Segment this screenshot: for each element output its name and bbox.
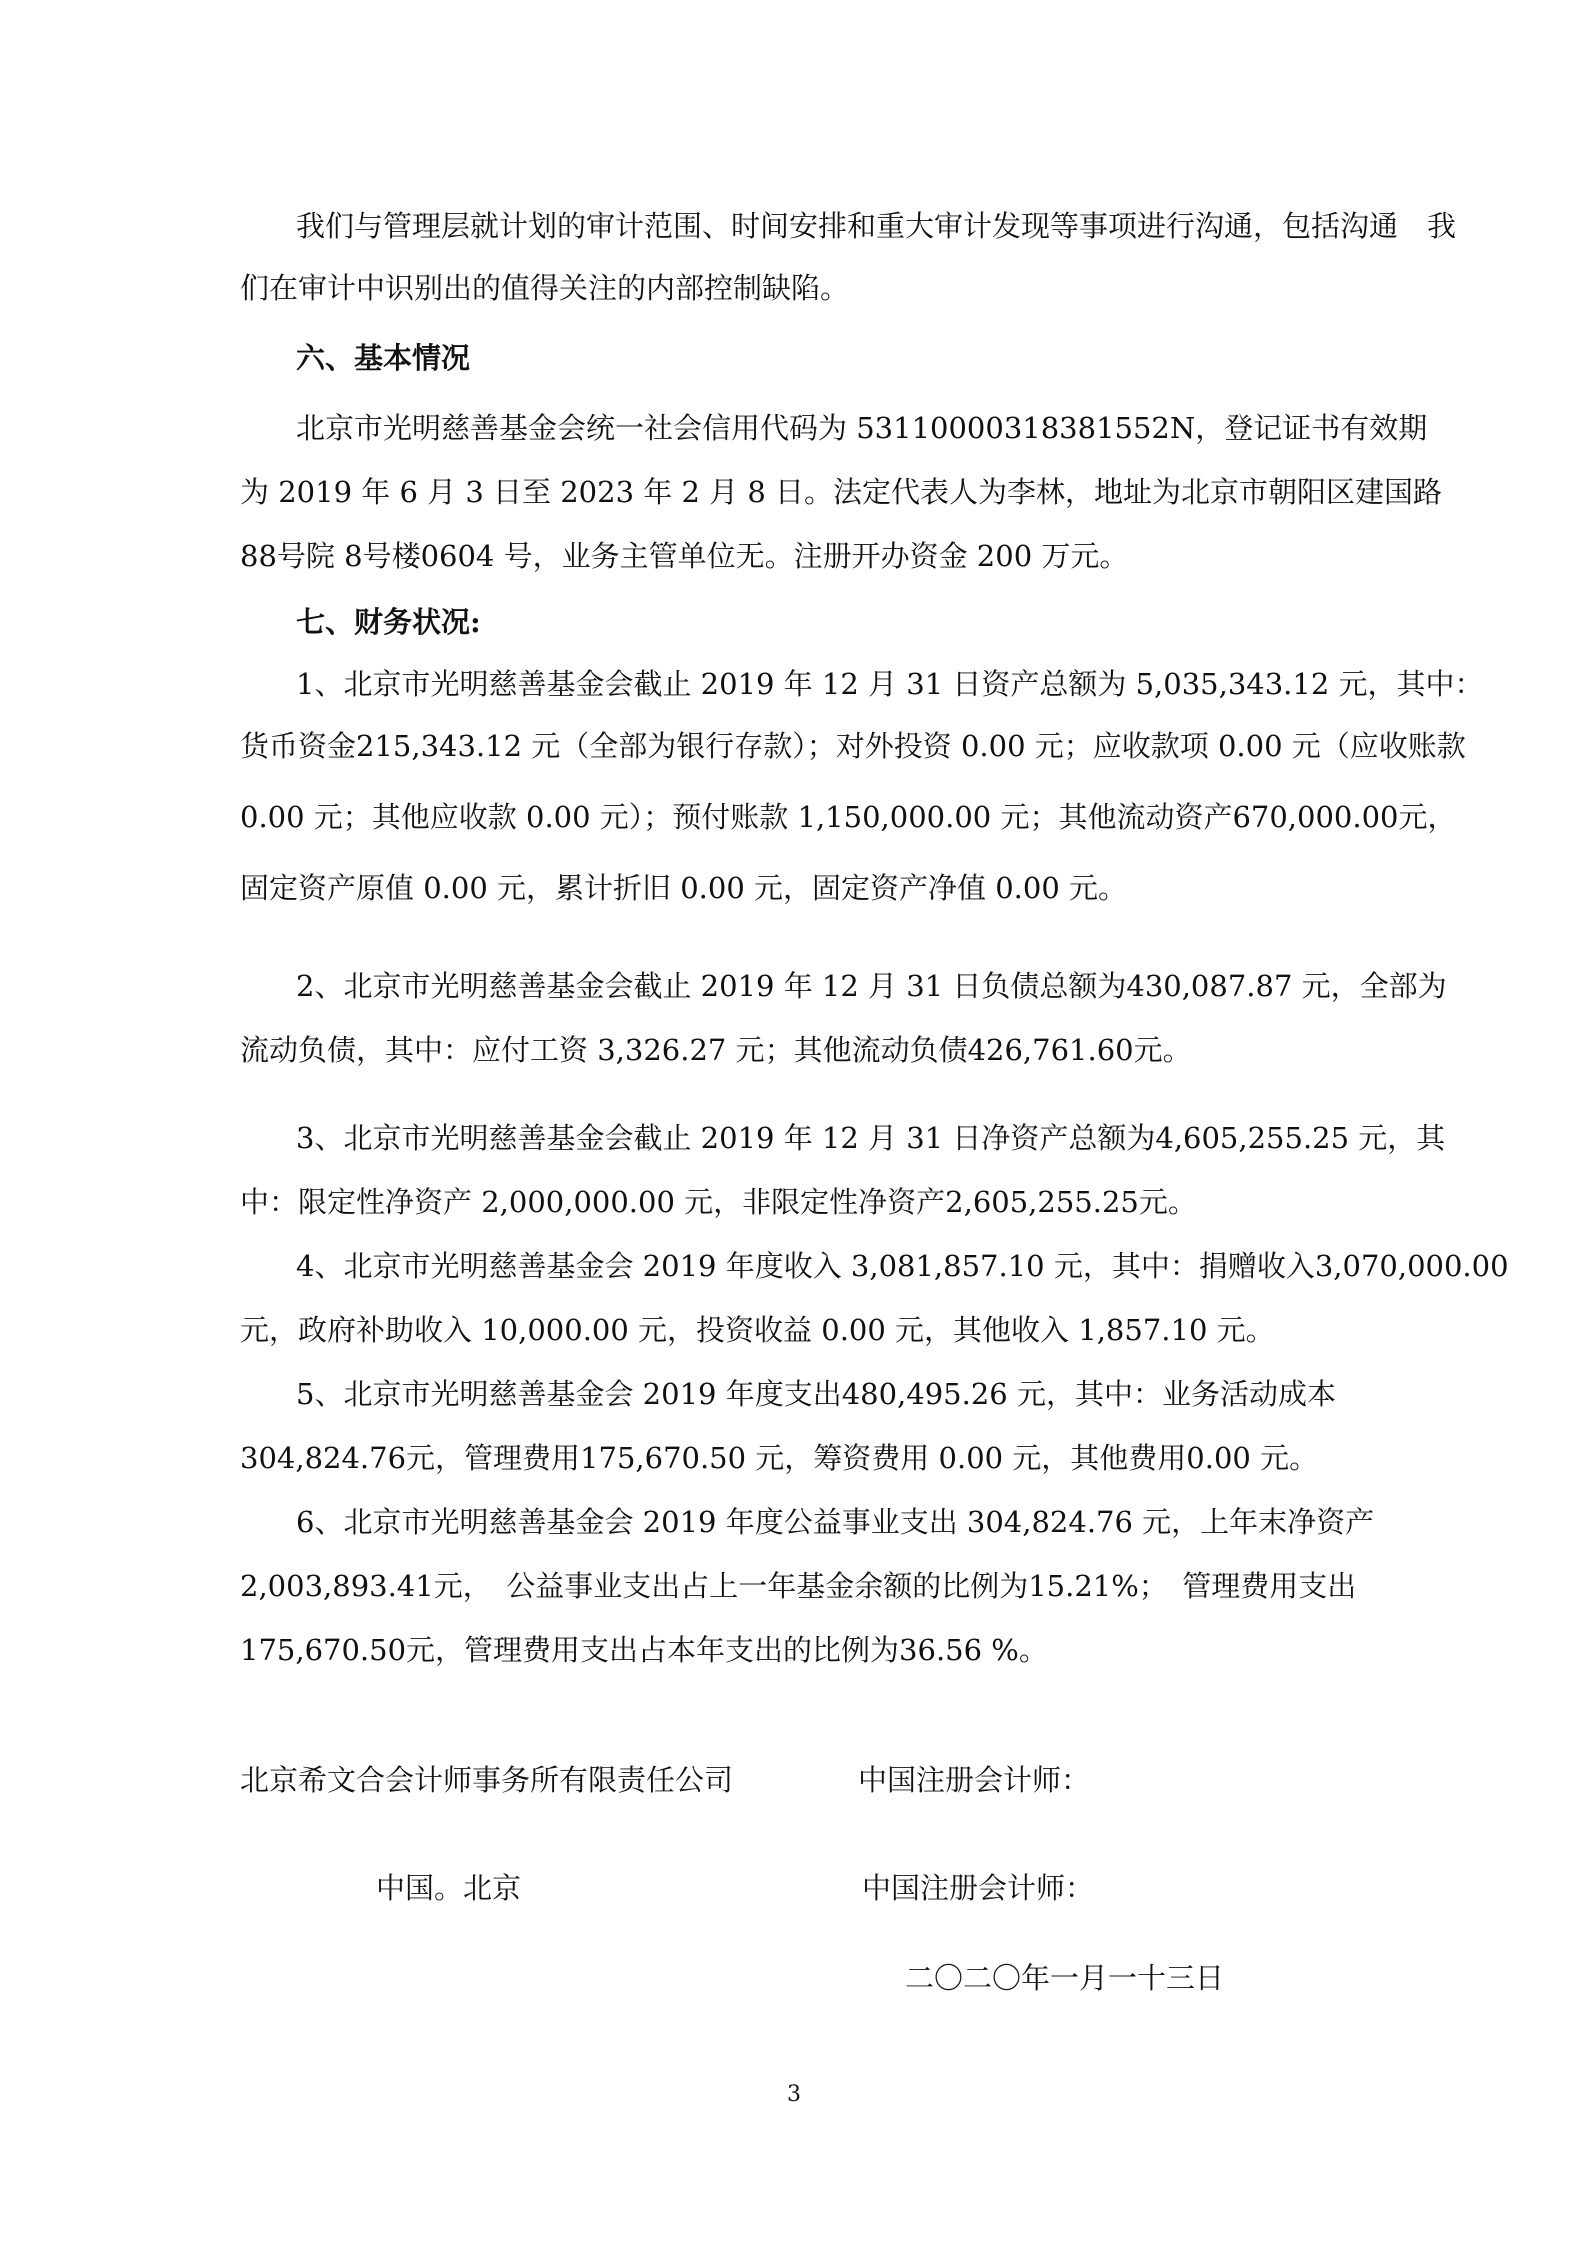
signature-date: 二〇二〇年一月一十三日 [905, 1961, 1225, 1995]
item-4-line-1: 4、北京市光明慈善基金会 2019 年度收入 3,081,857.10 元，其中：捐赠收入3,070,000.00 [296, 1249, 1509, 1283]
item-6-line-3: 175,670.50元，管理费用支出占本年支出的比例为36.56 %。 [240, 1633, 1048, 1667]
section-6-line-2: 为 2019 年 6 月 3 日至 2023 年 2 月 8 日。法定代表人为李林，地址为北京市朝阳区建国路 [240, 475, 1443, 509]
item-6-line-1: 6、北京市光明慈善基金会 2019 年度公益事业支出 304,824.76 元，上年末净资产 [296, 1505, 1375, 1539]
item-3-line-1: 3、北京市光明慈善基金会截止 2019 年 12 月 31 日净资产总额为4,605,255.25 元，其 [296, 1121, 1446, 1155]
item-6-line-2: 2,003,893.41元， 公益事业支出占上一年基金余额的比例为15.21%； 管理费用支出 [240, 1569, 1357, 1603]
item-3-line-2: 中：限定性净资产 2,000,000.00 元，非限定性净资产2,605,255.25元。 [240, 1185, 1197, 1219]
intro-line-1: 我们与管理层就计划的审计范围、时间安排和重大审计发现等事项进行沟通，包括沟通 我 [296, 209, 1457, 243]
signature-cpa-1: 中国注册会计师： [858, 1763, 1091, 1797]
item-4-line-2: 元，政府补助收入 10,000.00 元，投资收益 0.00 元，其他收入 1,857.10 元。 [240, 1313, 1275, 1347]
item-1-line-3: 0.00 元；其他应收款 0.00 元）；预付账款 1,150,000.00 元；其他流动资产670,000.00元， [240, 800, 1457, 834]
intro-line-2: 们在审计中识别出的值得关注的内部控制缺陷。 [240, 271, 850, 305]
item-2-line-1: 2、北京市光明慈善基金会截止 2019 年 12 月 31 日负债总额为430,087.87 元，全部为 [296, 969, 1447, 1003]
item-2-line-2: 流动负债，其中：应付工资 3,326.27 元；其他流动负债426,761.60元。 [240, 1033, 1192, 1067]
signature-cpa-2: 中国注册会计师： [862, 1871, 1095, 1905]
item-1-line-2: 货币资金215,343.12 元（全部为银行存款）；对外投资 0.00 元；应收款项 0.00 元（应收账款 [240, 729, 1466, 763]
signature-location: 中国。北京 [376, 1871, 522, 1905]
item-5-line-2: 304,824.76元，管理费用175,670.50 元，筹资费用 0.00 元，其他费用0.00 元。 [240, 1441, 1319, 1475]
section-7-heading: 七、财务状况: [296, 605, 481, 639]
item-1-line-1: 1、北京市光明慈善基金会截止 2019 年 12 月 31 日资产总额为 5,035,343.12 元，其中： [296, 667, 1484, 701]
section-6-heading: 六、基本情况 [296, 341, 471, 375]
section-6-line-3: 88号院 8号楼0604 号，业务主管单位无。注册开办资金 200 万元。 [240, 539, 1129, 573]
item-1-line-4: 固定资产原值 0.00 元，累计折旧 0.00 元，固定资产净值 0.00 元。 [240, 871, 1128, 905]
section-6-line-1: 北京市光明慈善基金会统一社会信用代码为 53110000318381552N，登记证书有效期 [296, 411, 1428, 445]
item-5-line-1: 5、北京市光明慈善基金会 2019 年度支出480,495.26 元，其中：业务活动成本 [296, 1377, 1336, 1411]
page-number: 3 [787, 2082, 801, 2107]
signature-firm: 北京希文合会计师事务所有限责任公司 [240, 1763, 734, 1797]
